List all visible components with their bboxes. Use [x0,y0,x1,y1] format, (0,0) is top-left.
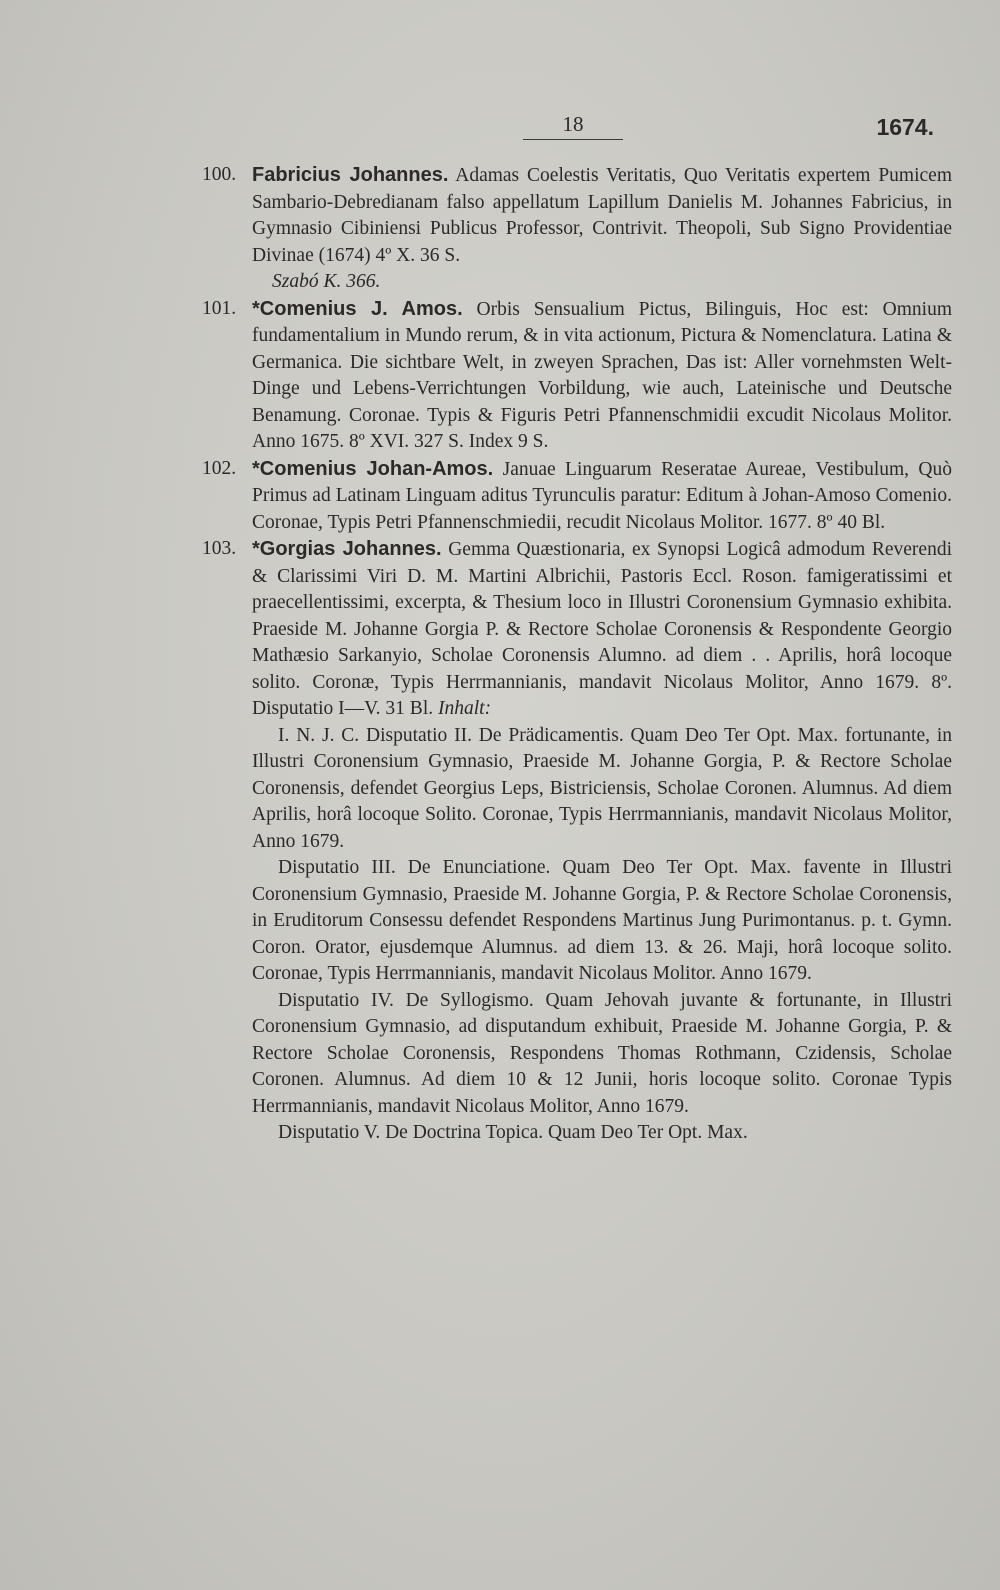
entry-103 [202,536,953,723]
entry-number: 103. [202,538,237,559]
disputatio-v: Disputatio V. De Doctrina Topica. Quam Deo Ter Opt. Max. [278,1122,748,1143]
entry-101 [202,296,953,456]
entry-102 [202,456,953,537]
running-year: 1674. [876,114,934,140]
page-header [0,112,1000,152]
page-number: 18 [523,112,623,140]
entry-author: *Gorgias Johannes. [252,538,442,560]
disputatio-ii: I. N. J. C. Disputatio II. De Prädicamentis. Quam Deo Ter Opt. Max. fortunante, in Illustri Coronensium Gymnasio, Praeside M. Johanne Gorgia, P. & Rectore Scholae Coronensis, defendet Georgius Leps, Bistriciensis, Scholae Coronen. Alumnus. Ad diem Aprilis, horâ locoque Solito. Coronae, Typis Herrmannianis, mandavit Nicolaus Molitor, Anno 1679. [252,724,952,852]
entry-number: 101. [202,297,237,319]
entry-author: Fabricius Johannes. [252,164,449,186]
entry-text: Orbis Sensualium Pictus, Bilinguis, Hoc est: Omnium fundamentalium in Mundo rerum, & in vita actionum, Pictura & Nomenclatura. Latina & Germanica. Die sichtbare Welt, in zweyen Sprachen, Das ist: Aller vornehmsten Welt-Dinge und Lebens-Verrichtungen Vorbildung, wie auch, Lateinische und Deutsche Benamung. Coronae. Typis & Figuris Petri Pfannenschmidii excudit Nicolaus Molitor. Anno 1675. 8º XVI. 327 S. Index 9 S. [252,298,953,452]
entry-number: 102. [202,457,237,479]
entry-text: Gemma Quæstionaria, ex Synopsi Logicâ admodum Reverendi & Clarissimi Viri D. M. Martini Albrichii, Pastoris Eccl. Roson. famigeratissimi et praecellentissimi, excerpta, & Thesium loco in Illustri Coronensium Gymnasio exhibita. Praeside M. Johanne Gorgia P. & Rectore Scholae Coronensis & Respondente Georgio Mathæsio Sarkanyio, Scholae Coronensis Alumno. ad diem . . Aprilis, horâ locoque solito. Coronæ, Typis Herrmannianis, mandavit Nicolaus Molitor, Anno 1679. 8º. Disputatio I—V. 31 Bl. [252,539,953,719]
entry-100 [202,162,952,269]
entry-author: *Comenius J. Amos. [252,297,463,320]
entry-reference: Szabó K. 366. [272,271,381,292]
entry-number: 100. [202,164,237,185]
entry-text: Adamas Coelestis Veritatis, Quo Veritatis expertem Pumicem Sambario-Debredianam falso appellatum Lapillum Danielis M. Johannes Fabricius, in Gymnasio Cibiniensi Publicus Professor, Contrivit. Theopoli, Sub Signo Providentiae Divinae (1674) 4º X. 36 S. [252,165,952,266]
entry-author: *Comenius Johan-Amos. [252,457,494,480]
disputatio-iii: Disputatio III. De Enunciatione. Quam Deo Ter Opt. Max. favente in Illustri Coronensium Gymnasio, Praeside M. Johanne Gorgia, P. & Rectore Scholae Coronensis, in Eruditorum Consessu defendet Respondens Martinus Jung Purimontanus. p. t. Gymn. Coron. Orator, ejusdemque Alumnus. ad diem 13. & 26. Maji, horâ locoque solito. Coronae, Typis Herrmannianis, mandavit Nicolaus Molitor. Anno 1679. [252,857,952,984]
entry-text: Januae Linguarum Reseratae Aureae, Vestibulum, Quò Primus ad Latinam Linguam aditus Tyrunculis paratur: Editum à Johan-Amoso Comenio. Coronae, Typis Petri Pfannenschmiedii, recudit Nicolaus Molitor. 1677. 8º 40 Bl. [252,458,953,533]
disputatio-iv: Disputatio IV. De Syllogismo. Quam Jehovah juvante & fortunante, in Illustri Coronensium Gymnasio, ad disputandum exhibuit, Praeside M. Johanne Gorgia, P. & Rectore Scholae Coronensis, Respondens Thomas Rothmann, Czidensis, Scholae Coronen. Alumnus. Ad diem 10 & 12 Junii, horis locoque solito. Coronae Typis Herrmannianis, mandavit Nicolaus Molitor, Anno 1679. [252,989,952,1117]
bibliography-list [202,162,953,1147]
inhalt-label: Inhalt: [437,698,492,719]
